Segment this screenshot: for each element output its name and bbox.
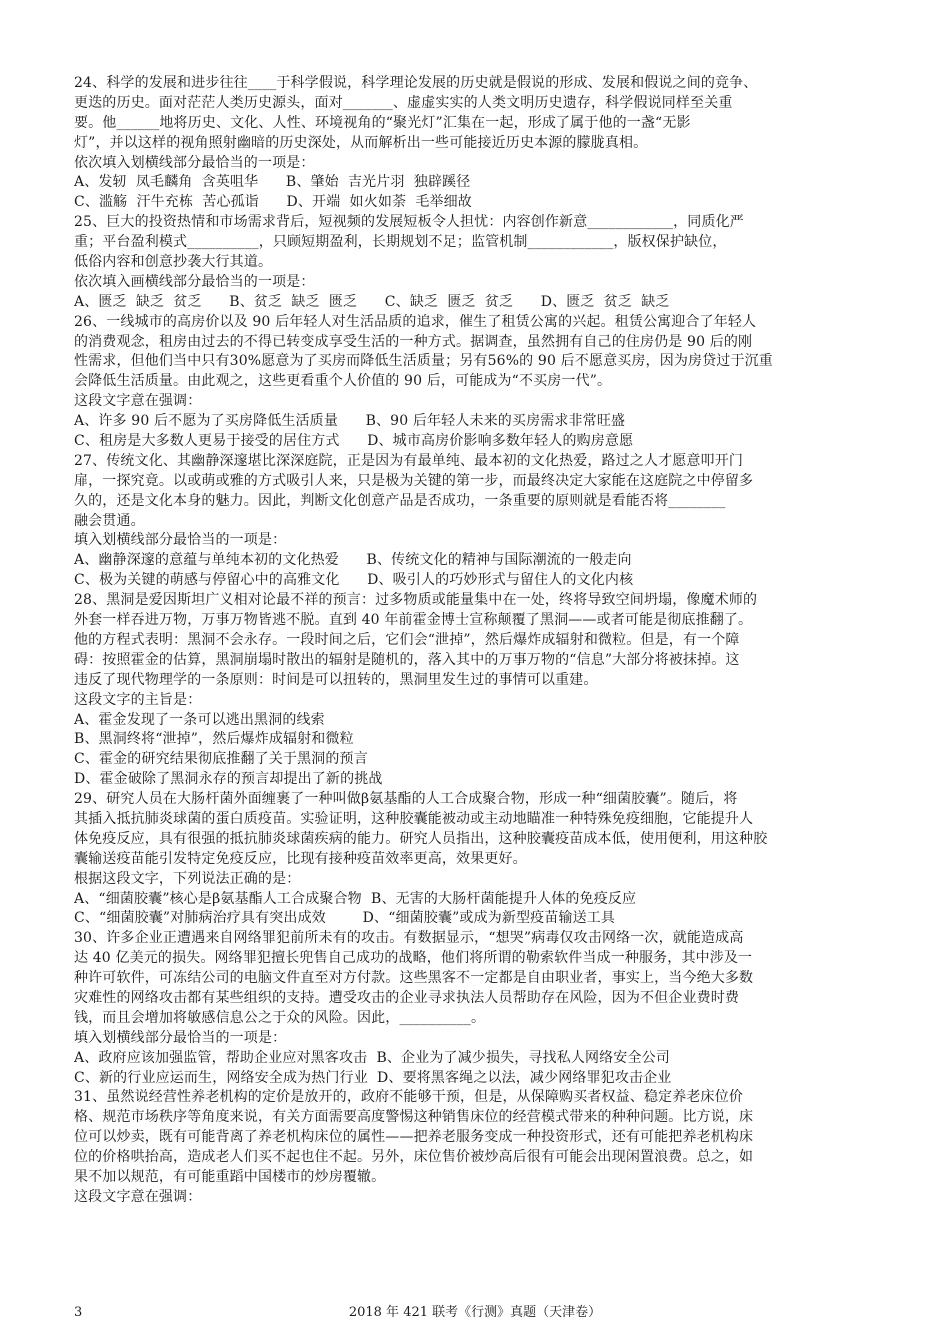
footer-title: 2018 年 421 联考《行测》真题（天津卷） <box>348 1305 602 1320</box>
text-line: 性需求，但他们当中只有30%愿意为了买房而降低生活质量；另有56%的 90 后不愿意买房，因为房贷过于沉重 <box>74 353 773 370</box>
text-line: C、租房是大多数人更易于接受的居住方式 D、城市高房价影响多数年轻人的购房意愿 <box>74 433 634 450</box>
text-line: 29、研究人员在大肠杆菌外面缠裹了一种叫做β氨基酯的人工合成聚合物，形成一种“细菌胶囊”。随后，将 <box>74 791 738 808</box>
text-line: 钱，而且会增加将敏感信息公之于众的风险。因此，__________。 <box>74 1009 486 1026</box>
text-line: 体免疫反应，具有很强的抵抗肺炎球菌疾病的能力。研究人员指出，这种胶囊疫苗成本低，使用便利，用这种胶 <box>74 830 768 847</box>
text-line: A、幽静深邃的意蕴与单纯本初的文化热爱 B、传统文化的精神与国际潮流的一般走向 <box>74 552 632 569</box>
text-line: 种许可软件，可冻结公司的电脑文件直至对方付款。这些黑客不一定都是自由职业者，事实上，当今绝大多数 <box>74 970 754 987</box>
text-line: 依次填入画横线部分最恰当的一项是： <box>74 273 315 290</box>
text-line: 26、一线城市的高房价以及 90 后年轻人对生活品质的追求，催生了租赁公寓的兴起。租赁公寓迎合了年轻人 <box>74 313 757 330</box>
text-line: 这段文字的主旨是： <box>74 691 202 708</box>
text-line: 灯”，并以这样的视角照射幽暗的历史深处，从而解析出一些可能接近历史本源的朦胧真相。 <box>74 134 648 151</box>
text-line: 24、科学的发展和进步往往____于科学假说，科学理论发展的历史就是假说的形成、发展和假说之间的竞争、 <box>74 75 758 91</box>
text-line: 更迭的历史。面对茫茫人类历史源头，面对_______、虚虚实实的人类文明历史遗存，科学假说同样至关重 <box>74 94 733 111</box>
text-line: 位的价格哄抬高，造成老人们买不起也住不起。另外，床位售价被炒高后很有可能会出现闲置浪费。总之，如 <box>74 1149 754 1166</box>
text-line: 违反了现代物理学的一条原则：时间是可以扭转的，黑洞里发生过的事情可以重建。 <box>74 671 598 688</box>
text-line: 27、传统文化、其幽静深邃堪比深深庭院，正是因为有最单纯、最本初的文化热爱，路过之人才愿意叩开门 <box>74 452 744 469</box>
text-line: A、“细菌胶囊”核心是β氨基酯人工合成聚合物 B、无害的大肠杆菌能提升人体的免疫反应 <box>74 890 637 907</box>
text-line: 31、虽然说经营性养老机构的定价是放开的，政府不能够干预，但是，从保障购买者权益、稳定养老床位价 <box>74 1089 744 1106</box>
text-line: 会降低生活质量。由此观之，这些更看重个人价值的 90 后，可能成为“不买房一代”。 <box>74 373 612 390</box>
text-line: 囊输送疫苗能引发特定免疫反应，比现有接种疫苗效率更高，效果更好。 <box>74 850 527 867</box>
text-line: 的消费观念，租房由过去的不得已转变成享受生活的一种方式。据调查，虽然拥有自己的住房仍是 90 后的刚 <box>74 333 753 350</box>
page-footer <box>74 1303 876 1323</box>
text-line: 重；平台盈利模式__________，只顾短期盈利，长期规划不足；监管机制____________，版权保护缺位， <box>74 234 727 251</box>
question-text-body <box>74 74 876 1208</box>
text-line: 灾难性的网络攻击都有某些组织的支持。遭受攻击的企业寻求执法人员帮助存在风险，因为不但企业费时费 <box>74 989 740 1006</box>
text-line: 28、黑洞是爱因斯坦广义相对论最不祥的预言：过多物质或能量集中在一处，终将导致空间坍塌，像魔术师的 <box>74 592 758 609</box>
text-line: 外套一样吞进万物，万事万物皆逃不脱。直到 40 年前霍金博士宣称颠覆了黑洞——或者可能是彻底推翻了。 <box>74 612 753 629</box>
text-line: 填入划横线部分最恰当的一项是： <box>74 532 287 549</box>
text-line: C、“细菌胶囊”对肺病治疗具有突出成效 D、“细菌胶囊”或成为新型疫苗输送工具 <box>74 910 616 927</box>
text-line: 其插入抵抗肺炎球菌的蛋白质疫苗。实验证明，这种胶囊能被动或主动地瞄准一种特殊免疫细胞，它能提升人 <box>74 810 754 827</box>
page-number: 3 <box>74 1305 83 1320</box>
text-line: 碍：按照霍金的估算，黑洞崩塌时散出的辐射是随机的，落入其中的万事万物的“信息”大部分将被抹掉。这 <box>74 651 740 668</box>
text-line: 低俗内容和创意抄袭大行其道。 <box>74 254 273 271</box>
text-line: 位可以炒卖，既有可能背离了养老机构床位的属性——把养老服务变成一种投资形式，还有可能把养老机构床 <box>74 1129 754 1146</box>
text-line: A、发轫 凤毛麟角 含英咀华 B、肇始 吉光片羽 独辟蹊径 <box>74 174 471 191</box>
text-line: 这段文字意在强调： <box>74 393 202 410</box>
text-line: 要。他______地将历史、文化、人性、环境视角的“聚光灯”汇集在一起，形成了属于他的一盏“无影 <box>74 114 691 131</box>
text-line: 根据这段文字，下列说法正确的是： <box>74 870 301 887</box>
text-line: 依次填入划横线部分最恰当的一项是： <box>74 154 315 171</box>
text-line: A、政府应该加强监管，帮助企业应对黑客攻击 B、企业为了减少损失，寻找私人网络安全公司 <box>74 1049 670 1066</box>
text-line: C、新的行业应运而生，网络安全成为热门行业 D、要将黑客绳之以法，减少网络罪犯攻击企业 <box>74 1069 672 1086</box>
text-line: 果不加以规范，有可能重蹈中国楼市的炒房覆辙。 <box>74 1168 386 1185</box>
text-line: C、滥觞 汗牛充栋 苦心孤诣 D、开端 如火如荼 毛举细故 <box>74 194 472 211</box>
text-line: B、黑洞终将“泄掉”，然后爆炸成辐射和微粒 <box>74 731 354 748</box>
text-line: 这段文字意在强调： <box>74 1188 202 1205</box>
text-line: C、霍金的研究结果彻底推翻了关于黑洞的预言 <box>74 751 368 768</box>
text-line: C、极为关键的萌感与停留心中的高雅文化 D、吸引人的巧妙形式与留住人的文化内核 <box>74 572 634 589</box>
text-line: 久的，还是文化本身的魅力。因此，判断文化创意产品是否成功，一条重要的原则就是看能否将________ <box>74 492 726 509</box>
text-line: 达 40 亿美元的损失。网络罪犯擅长兜售自己成功的战略，他们将所谓的勒索软件当成一种服务，其中涉及一 <box>74 950 753 967</box>
text-line: 融会贯通。 <box>74 512 145 529</box>
text-line: A、匮乏 缺乏 贫乏 B、贫乏 缺乏 匮乏 C、缺乏 匮乏 贫乏 D、匮乏 贫乏 缺乏 <box>74 293 670 310</box>
text-line: 填入划横线部分最恰当的一项是： <box>74 1029 287 1046</box>
text-line: 30、许多企业正遭遇来自网络罪犯前所未有的攻击。有数据显示，“想哭”病毒仅攻击网络一次，就能造成高 <box>74 930 744 947</box>
text-line: 他的方程式表明：黑洞不会永存。一段时间之后，它们会“泄掉”，然后爆炸成辐射和微粒。但是，有一个障 <box>74 631 740 648</box>
text-line: A、许多 90 后不愿为了买房降低生活质量 B、90 后年轻人未来的买房需求非常旺盛 <box>74 413 626 430</box>
text-line: 格、规范市场秩序等角度来说，有关方面需要高度警惕这种销售床位的经营模式带来的种种问题。比方说，床 <box>74 1109 754 1126</box>
text-line: 扉，一探究竟。以或萌或雅的方式吸引人来，只是极为关键的第一步，而最终决定大家能在这庭院之中停留多 <box>74 472 754 489</box>
text-line: D、霍金破除了黑洞永存的预言却提出了新的挑战 <box>74 771 383 788</box>
text-line: A、霍金发现了一条可以逃出黑洞的线索 <box>74 711 325 728</box>
text-line: 25、巨大的投资热情和市场需求背后，短视频的发展短板令人担忧：内容创作新意____________，同质化严 <box>74 214 744 231</box>
